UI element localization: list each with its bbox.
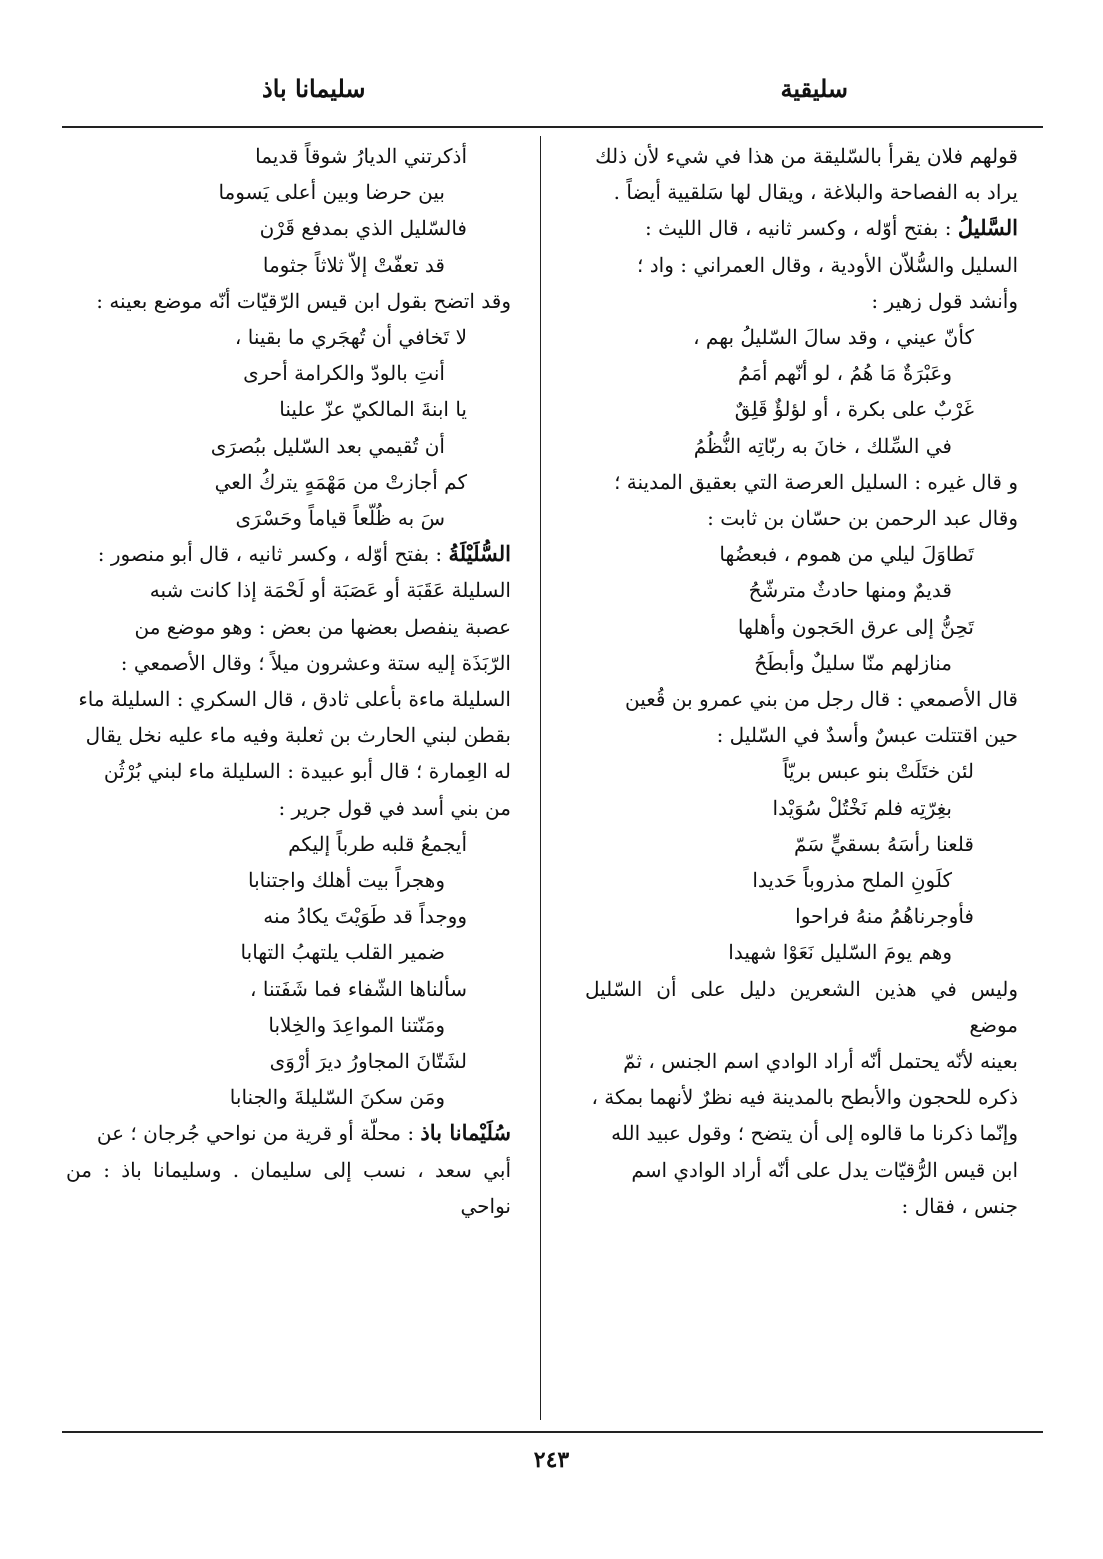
entry-line [66, 1115, 511, 1151]
verse-line: أنتِ بالودّ والكرامة أحرى [243, 361, 445, 386]
prose-line: السليلة ماءة بأعلى ثادق ، قال السكري : السليلة ماء [78, 687, 511, 712]
prose-line: و قال غيره : السليل العرصة التي بعقيق المدينة ؛ [614, 469, 1018, 494]
prose-line: الرّبَذَة إليه ستة وعشرون ميلاً ؛ وقال الأصمعي : [120, 650, 511, 675]
verse-line: وهجراً بيت أهلك واجتنابا [247, 868, 445, 893]
prose-line: له العِمارة ؛ قال أبو عبيدة : السليلة ماء لبني بُرْثُن [103, 759, 511, 784]
right-column [585, 138, 1018, 1224]
page-number: ٢٤٣ [533, 1447, 570, 1473]
verse-line: لئن ختَلَتْ بنو عبس بريّاً [782, 759, 974, 784]
verse-line: يا ابنةَ المالكيّ عزّ علينا [279, 397, 467, 422]
verse-line: وعَبْرَةٌ مَا هُمُ ، لو أنّهم أمَمُ [737, 361, 952, 386]
prose-line: جنس ، فقال : [901, 1193, 1018, 1218]
prose-line: يراد به الفصاحة والبلاغة ، ويقال لها سَلقيية أيضاً . [613, 180, 1018, 205]
entry-definition: : بفتح أوّله ، وكسر ثانيه ، قال الليث : [645, 216, 958, 241]
prose-line: بقطن لبني الحارث بن ثعلبة وفيه ماء عليه نخل يقال [85, 723, 511, 748]
prose-line: عصبة ينفصل بعضها من بعض : وهو موضع من [134, 614, 511, 639]
entry-headword: السُّلَيْلَةُ [448, 541, 511, 567]
running-header-left: سليمانا باذ [262, 74, 366, 103]
prose-line: قولهم فلان يقرأ بالسّليقة من هذا في شيء لأن ذلك [595, 144, 1018, 168]
verse-line: كم أجازتْ من مَهْمَهٍ يتركُ العي [214, 469, 467, 494]
verse-line: بغِرّتِه فلم نَخْتُلْ سُوَيْدا [772, 795, 952, 820]
footer-rule [62, 1431, 1043, 1433]
prose-line: ذكره للحجون والأبطح بالمدينة فيه نظرٌ لأنهما بمكة ، [591, 1085, 1018, 1110]
prose-line: السليل والسُّلاّن الأودية ، وقال العمراني : واد ؛ [637, 252, 1018, 277]
left-column [66, 138, 511, 1224]
verse-line: قلعنا رأسَهُ بسقيٍّ سَمّ [794, 831, 974, 856]
verse-line: قد تعفّتْ إلاّ ثلاثاً جثوما [262, 252, 445, 277]
header-rule [62, 126, 1043, 128]
verse-line: ومَن سكنَ السّليلةَ والجنابا [229, 1085, 445, 1110]
verse-line: غَرْبٌ على بكرة ، أو لؤلؤٌ قَلِقٌ [734, 397, 974, 422]
prose-line: وقال عبد الرحمن بن حسّان بن ثابت : [707, 506, 1018, 531]
entry-definition: : بفتح أوّله ، وكسر ثانيه ، قال أبو منصور : [97, 542, 449, 567]
prose-line: السليلة عَقَبَة أو عَصَبَة أو لَحْمَة إذا كانت شبه [149, 578, 511, 603]
verse-line: أيجمعُ قلبه طرباً إليكم [288, 831, 467, 856]
entry-headword: سُلَيْمانا باذ [420, 1120, 511, 1146]
prose-line: وليس في هذين الشعرين دليل على أن السّليل موضع [585, 976, 1019, 1037]
verse-line: ووجداً قد طَوَيْتَ يكادُ منه [263, 904, 467, 929]
column-divider [540, 136, 541, 1420]
prose-line: وأنشد قول زهير : [871, 288, 1018, 313]
prose-line: ابن قيس الرُّقيّات يدل على أنّه أراد الوادي اسم [631, 1157, 1018, 1182]
verse-line: لشَتّانَ المجاورُ ديرَ أرْوَى [269, 1049, 467, 1074]
verse-line: كأنّ عيني ، وقد سالَ السّليلُ بهم ، [693, 325, 974, 350]
verse-line: فأوجرناهُمُ منهُ فراحوا [795, 904, 974, 929]
prose-line: أبي سعد ، نسب إلى سليمان . وسليمانا باذ : من نواحي [66, 1157, 511, 1218]
entry-line [585, 210, 1018, 246]
verse-line: أذكرتني الديارُ شوقاً قديما [255, 144, 467, 168]
running-header-right: سليقية [780, 74, 848, 103]
verse-line: ضمير القلب يلتهبُ التهابا [240, 940, 445, 965]
prose-line: من بني أسد في قول جرير : [278, 795, 511, 820]
prose-line: وقد اتضح بقول ابن قيس الرّقيّات أنّه موضع بعينه : [96, 288, 511, 313]
prose-line: بعينه لأنّه يحتمل أنّه أراد الوادي اسم الجنس ، ثمّ [623, 1049, 1018, 1074]
verse-line: في السِّلك ، خانَ به ربّاتِه النُّظُمُ [693, 433, 952, 458]
verse-line: منازلهم منّا سليلٌ وأبطَحُ [754, 650, 952, 675]
verse-line: سألناها الشّفاء فما شَفَتنا ، [250, 976, 467, 1001]
verse-line: لا تَخافي أن تُهجَري ما بقينا ، [234, 325, 467, 350]
verse-line: ومَنّتنا المواعِدَ والخِلابا [268, 1012, 445, 1037]
verse-line: وهم يومَ السّليل نَعَوْا شهيدا [728, 940, 952, 965]
entry-line [66, 536, 511, 572]
verse-line: فالسّليل الذي بمدفع قَرْن [259, 216, 467, 241]
verse-line: كلَونِ الملح مذروباً حَديدا [752, 868, 952, 893]
verse-line: أن تُقيمي بعد السّليل ببُصرَى [210, 433, 445, 458]
verse-line: تَحِنُّ إلى عرق الحَجون وأهلها [737, 614, 974, 639]
entry-headword: السَّليلُ [957, 215, 1018, 241]
prose-line: وإنّما ذكرنا ما قالوه إلى أن يتضح ؛ وقول عبيد الله [611, 1121, 1018, 1146]
verse-line: قديمٌ ومنها حادثٌ مترشّحُ [748, 578, 952, 603]
verse-line: تَطاوَلَ ليلي من هموم ، فبعضُها [719, 542, 974, 567]
prose-line: حين اقتتلت عبسٌ وأسدٌ في السّليل : [716, 723, 1018, 748]
verse-line: سَ به ظُلّعاً قياماً وحَسْرَى [235, 506, 445, 531]
entry-definition: : محلّة أو قرية من نواحي جُرجان ؛ عن [96, 1121, 421, 1146]
verse-line: بين حرضا وبين أعلى يَسوما [218, 180, 445, 205]
prose-line: قال الأصمعي : قال رجل من بني عمرو بن قُعين [625, 687, 1018, 712]
